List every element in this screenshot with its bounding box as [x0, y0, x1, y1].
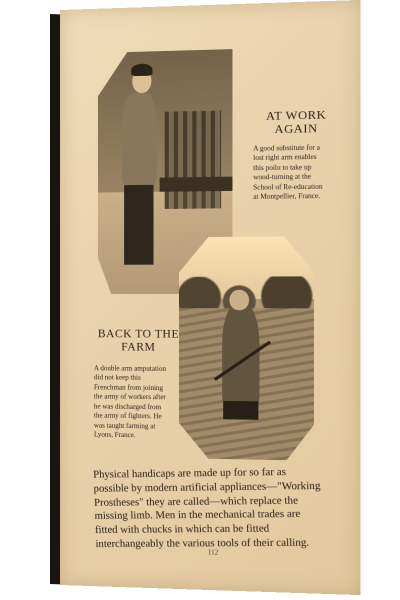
caption-back-to-farm: A double arm amputation did not keep this Frenchman from joining the army of workers after he was discharged from the army of fighters. He was taught farming at Lyons, France.	[93, 364, 167, 440]
worker-legs	[125, 185, 154, 265]
body-paragraph: Physical handicaps are made up for so far as possible by modern artificial appliances—"Working Prostheses" they are called—which replace the missing limb. Men in the mechanical trades are fitted with chucks in which can be fitted interchangeably the various tools of their calling.	[92, 466, 321, 550]
worker-hair	[131, 63, 152, 76]
farmer-head	[230, 290, 249, 310]
lathe-machinery	[165, 111, 222, 209]
worker-figure	[122, 93, 157, 186]
heading-line: AGAIN	[274, 121, 318, 137]
caption-at-work: A good substitute for a lost right arm enables this poilu to take up wood-turning at the School of Re-education at Montpellier, France.	[253, 143, 323, 202]
heading-line: BACK TO THE	[97, 328, 180, 341]
heading-line: FARM	[121, 340, 156, 354]
farmer-boots	[223, 401, 258, 419]
page-number: 112	[207, 548, 219, 557]
canvas-print	[60, 0, 361, 595]
photo-farming	[179, 236, 314, 460]
heading-back-to-farm	[93, 328, 184, 354]
heading-at-work-again	[249, 108, 344, 137]
work-bench	[159, 176, 232, 192]
heading-line: AT WORK	[266, 107, 327, 123]
